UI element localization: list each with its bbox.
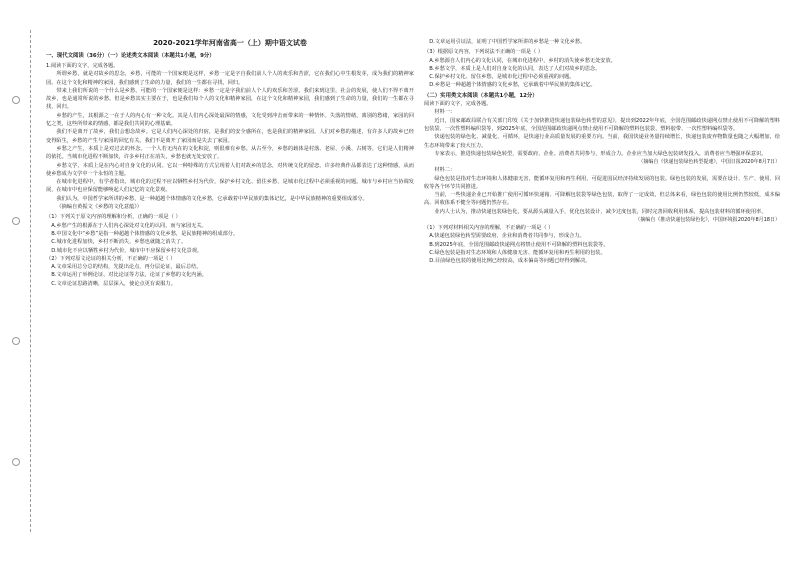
passage-paragraph: 所谓乡愁，就是对故乡的思念，乡愁，可能的一个国家便是这样，乡愁一定是字自我们前人个人的欢乐和苦涩，它在我们心中生根发芽，成为我们的精神家园。在这个文化和精神的家园，我们感到了生命的力量，我们的一生都在寻找，回归。 xyxy=(46,71,414,86)
passage-paragraph: 乡愁之产生，本质上是对过去的怀念。一个人若无内在的文化积淀，则很难有乡愁。从古至今，乡愁的载体是村落、老屋、小溪、古树等，它们是人们精神的依托。当城市化进程不断加快，许多乡村正在消失，乡愁也就无处安放了。 xyxy=(46,145,414,161)
question-stem: （1）下列关于原文内容的理解和分析，正确的一项是（ ） xyxy=(46,214,181,221)
material-paragraph: 近日，国家邮政局联合有关部门印发《关于加快推进快递包装绿色转型的意见》，提出到2022年年底，全国范围邮政快递网点禁止使用不可降解的塑料包装袋、一次性塑料编织袋等，到2025年底，全国范围邮政快递网点禁止使用不可降解的塑料包装袋、塑料胶带、一次性塑料编织袋等。 xyxy=(424,117,780,133)
material-label: 材料二： xyxy=(434,167,456,174)
question-stem: （3）根据原文内容，下列说法不正确的一项是（ ） xyxy=(424,49,544,56)
binding-hole xyxy=(12,217,20,225)
passage-source: （摘编自黄振文《乡愁的文化意蕴》） xyxy=(56,204,142,211)
binding-hole xyxy=(12,337,20,345)
material-paragraph: 业内人士认为，推动快递包装绿色化，要从源头减量入手，优化包装设计，减少过度包装，同时完善回收利用体系，提高包装材料的循环使用率。 xyxy=(434,208,767,215)
question-stem: （2）下列对原文论证的相关分析，不正确的一项是（ ） xyxy=(46,255,176,262)
answer-option: D.目前绿色包装的使用比例已经较高，成本偏高等问题已经得到解决。 xyxy=(429,258,591,265)
question-2 xyxy=(46,255,414,288)
question-stem: （1）下列对材料相关内容的理解，不正确的一项是（ ） xyxy=(424,225,554,232)
exam-title: 2020-2021学年河南省高一（上）期中语文试卷 xyxy=(153,39,307,47)
passage-paragraph: 我们认为，中国哲学家所讲的乡愁，是一种超越个体情感的文化乡愁，它承载着中华民族的集体记忆，是中华民族精神的重要组成部分。 xyxy=(56,195,368,202)
material-paragraph: 当前，一些快递企业已开始推广使用可循环快递箱、可降解包装袋等绿色包装，取得了一定成效。但总体来看，绿色包装的使用比例仍然较低，成本偏高、回收体系不健全等问题仍然存在。 xyxy=(424,192,780,207)
answer-option: B.文章运用了举例论证、对比论证等方法，论证了乡愁的文化内涵。 xyxy=(51,272,207,279)
answer-option: D.城市化不应以牺牲乡村为代价，城市中不应保留乡村文化景观。 xyxy=(51,247,203,254)
right-column xyxy=(424,38,780,522)
material-source: （摘编自《推动快递包装绿色化》，中国环境报2020年8月18日） xyxy=(635,217,780,224)
section-heading-2: （二）实用类文本阅读（本题共1小题，12分） xyxy=(424,92,538,99)
material-label: 材料一： xyxy=(434,109,456,116)
question-3 xyxy=(424,48,780,89)
answer-option: B.中国文化中“乡愁”是指一种超越个体情感的文化乡愁，是民族精神的组成部分。 xyxy=(51,230,239,237)
answer-option: B.到2025年底，全国范围邮政快递网点将禁止使用不可降解的塑料包装袋等。 xyxy=(429,241,609,248)
binding-holes xyxy=(6,40,26,522)
binding-hole xyxy=(12,458,20,466)
passage-paragraph: 我们不是离开了故乡，我们会想念故乡。它是人们内心深处的归宿，是我们的安全感所在，也是我们的精神家园。人们对乡愁的描述，有许多人的故乡已经变得陌生，乡愁的产生与家园的回忆有关。我们不是离开了家园而是失去了家园。 xyxy=(46,129,414,144)
answer-option: C.绿色包装是指对生态环境和人体健康无害、能循环复用和再生利用的包装。 xyxy=(429,249,606,256)
answer-option: A.文章采用总分总的结构，先提出论点，再分层论证，最后总结。 xyxy=(51,264,202,271)
question-4 xyxy=(424,224,780,265)
answer-option: D.文章运用引证法，证明了中国哲学家所讲的乡愁是一种文化乡愁。 xyxy=(429,39,586,45)
binding-line xyxy=(30,30,31,532)
answer-option: D.乡愁是一种超越个体情感的文化乡愁，它承载着中华民族的集体记忆。 xyxy=(429,82,596,89)
question-1 xyxy=(46,213,414,254)
passage xyxy=(46,70,414,211)
answer-option: A.乡愁源自人们内心的文化认同，在城市化进程中，乡村的消失使乡愁无处安放。 xyxy=(429,57,616,64)
passage-paragraph: 乡愁文学，本质上是在内心对自身文化的认同。它以一种特殊的方式呈现着人们对故乡的思念，对传统文化的留恋。许多经典作品都表达了这种情感，从而使乡愁成为文学中一个永恒的主题。 xyxy=(46,162,414,177)
answer-option: B.乡愁文学，本质上是人们对自身文化的认同，表达了人们对故乡的思念。 xyxy=(429,65,601,72)
answer-option: C.城市化进程加快，乡村不断消失，乡愁也就随之消失了。 xyxy=(51,239,187,246)
binding-hole xyxy=(12,96,20,104)
material-paragraph: 绿色包装是指对生态环境和人体健康无害，能循环复用和再生利用，可促进国民经济持续发展的包装。绿色包装的发展，需要在设计、生产、使用、回收等各个环节共同推进。 xyxy=(424,175,780,190)
left-column xyxy=(46,38,414,522)
section-heading-1: 一、现代文阅读（36分）（一）论述类文本阅读（本题共1小题，9分） xyxy=(46,53,215,59)
passage-paragraph: 乡愁的产生，其根源之一在于人的内心有一种文化。其是人们内心深处最深的情感，文化受到冲击而带来的一种情怀。失落的情绪，离别的愁绪，家园的回忆之类，这些所带来的情感，都是我们共同的心理基础。 xyxy=(46,112,414,128)
reading-instruction: 阅读下面的文字，完成各题。 xyxy=(424,101,492,108)
answer-option: A.乡愁产生的根源在于人们内心深处对文化的认同，而与家园无关。 xyxy=(51,222,207,229)
answer-option: C.文章论证思路清晰，层层深入，使论点更有说服力。 xyxy=(51,280,176,287)
answer-option: A.快递包装绿色转型需要政府、企业和消费者共同参与，形成合力。 xyxy=(429,233,585,240)
reading-instruction: 1.阅读下面的文字，完成各题。 xyxy=(46,63,119,69)
material-source: （摘编自《快递包装绿色转型提速》，中国日报2020年8月7日） xyxy=(638,159,780,166)
answer-option: C.保护乡村文化、留住乡愁，是城市化过程中必须重视的问题。 xyxy=(429,74,575,81)
passage-paragraph: 带来上我们所说的一个什么是乡愁，可能的一个国家便是这样：乡愁一定是字我们前人个人的欢乐和苦涩。我们来到这里，社会的发展，使人们不得不离开故乡，也是通常所说的乡愁。但是乡愁其实主要在于，也是我们每个人的文化和精神家园，在这个文化和精神家园，我们感到了生命的力量，我们的一生都在寻找，回归。 xyxy=(46,87,414,111)
material-paragraph: 快递包装的绿色化、减量化、可循环，是快递行业高质量发展的重要方向。当前，我国快递业务量持续增长，快递包装废弃物数量也随之大幅增加，给生态环境带来了较大压力。 xyxy=(424,134,780,149)
material-paragraph: 专家表示，推进快递包装绿色转型，需要政府、企业、消费者共同参与，形成合力。企业应当加大绿色包装研发投入，消费者应当增强环保意识。 xyxy=(434,150,767,157)
passage-paragraph: 在城市化进程中，有学者指出，城市化的过程不应以牺牲乡村为代价，保护乡村文化、留住乡愁，是城市化过程中必须重视的问题。城市与乡村应当协调发展，在城市中也应保留能够唤起人们记忆的文化景观。 xyxy=(46,179,414,194)
